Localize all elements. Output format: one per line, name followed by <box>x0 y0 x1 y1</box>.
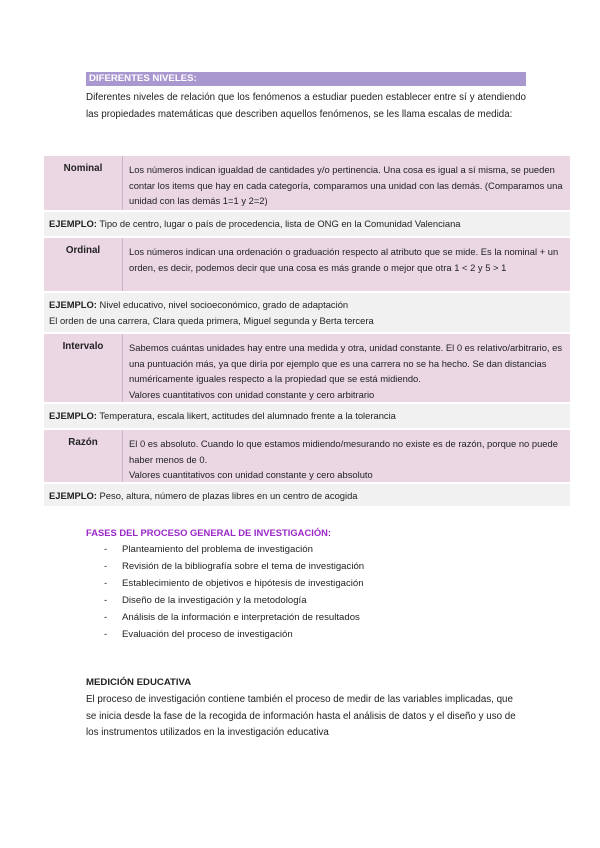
list-item <box>104 560 364 577</box>
level-description: Los números indican una ordenación o graduación respecto al atributo que se mide. Es la nominal + un orden, es decir, podemos decir que una cosa es más grande o mejor que otra 1 < 2 y 5 > 1 <box>122 238 570 291</box>
list-item-text: Diseño de la investigación y la metodología <box>122 595 307 606</box>
list-item <box>104 628 364 645</box>
list-item <box>104 611 364 628</box>
section-title-niveles: DIFERENTES NIVELES: <box>86 72 526 86</box>
example-text: Temperatura, escala likert, actitudes del alumnado frente a la tolerancia <box>99 410 396 421</box>
example-text: Tipo de centro, lugar o país de procedencia, lista de ONG en la Comunidad Valenciana <box>99 218 461 229</box>
bullet-dash: - <box>104 629 108 640</box>
fases-list <box>104 543 364 645</box>
intro-paragraph: Diferentes niveles de relación que los fenómenos a estudiar pueden establecer entre sí y atendiendo las propiedades matemáticas que describen aquellos fenómenos, se les llama escalas de medida: <box>86 92 526 120</box>
level-row-intervalo <box>44 334 570 402</box>
level-label: Razón <box>68 437 98 448</box>
list-item-text: Análisis de la información e interpretación de resultados <box>122 612 360 623</box>
example-row-ordinal <box>44 293 570 332</box>
example-extra-text: El orden de una carrera, Clara queda primera, Miguel segunda y Berta tercera <box>49 314 374 326</box>
bullet-dash: - <box>104 578 108 589</box>
list-item-text: Establecimiento de objetivos e hipótesis de investigación <box>122 578 364 589</box>
level-row-nominal <box>44 156 570 210</box>
level-description: El 0 es absoluto. Cuando lo que estamos midiendo/mesurando no existe es de razón, porque no puede haber menos de 0. Valores cuantitativos con unidad constante y cero absoluto <box>122 430 570 482</box>
fases-title: FASES DEL PROCESO GENERAL DE INVESTIGACIÓN: <box>86 527 332 538</box>
list-item <box>104 543 364 560</box>
bullet-dash: - <box>104 561 108 572</box>
level-row-ordinal <box>44 238 570 291</box>
list-item-text: Evaluación del proceso de investigación <box>122 629 293 640</box>
example-text: Nivel educativo, nivel socioeconómico, grado de adaptación <box>99 299 349 310</box>
level-label: Intervalo <box>62 341 104 352</box>
example-label: EJEMPLO: <box>49 410 97 421</box>
list-item-text: Revisión de la bibliografía sobre el tema de investigación <box>122 561 365 572</box>
level-description: Los números indican igualdad de cantidades y/o pertinencia. Una cosa es igual a sí misma, se pueden contar los items que hay en cada categoría, comparamos una unidad con las demás. (Comparamos una unidad con las demás 1=1 y 2=2) <box>122 156 570 210</box>
example-row-razon <box>44 484 570 506</box>
example-row-nominal <box>44 212 570 236</box>
example-text: Peso, altura, número de plazas libres en un centro de acogida <box>99 490 358 501</box>
example-label: EJEMPLO: <box>49 299 97 310</box>
bullet-dash: - <box>104 595 108 606</box>
level-label: Nominal <box>63 163 103 174</box>
list-item <box>104 594 364 611</box>
level-description: Sabemos cuántas unidades hay entre una medida y otra, unidad constante. El 0 es relativo/arbitrario, es una puntuación más, ya que diría por ejemplo que es una carrera no se ha hecho. Se dan distancias numéricamente iguales respecto a la propiedad que se está midiendo. Valores cuantitativos con unidad constante y cero arbitrario <box>122 334 570 402</box>
example-label: EJEMPLO: <box>49 218 97 229</box>
level-label: Ordinal <box>65 245 101 256</box>
bullet-dash: - <box>104 612 108 623</box>
example-label: EJEMPLO: <box>49 490 97 501</box>
medicion-paragraph: El proceso de investigación contiene también el proceso de medir de las variables implicadas, que se inicia desde la fase de la recogida de información hasta el análisis de datos y el diseño y uso de los instrumentos utilizados en la investigación educativa <box>86 694 516 738</box>
level-row-razon <box>44 430 570 482</box>
list-item <box>104 577 364 594</box>
list-item-text: Planteamiento del problema de investigación <box>122 544 313 555</box>
bullet-dash: - <box>104 544 108 555</box>
example-row-intervalo <box>44 404 570 428</box>
medicion-title: MEDICIÓN EDUCATIVA <box>86 677 192 688</box>
